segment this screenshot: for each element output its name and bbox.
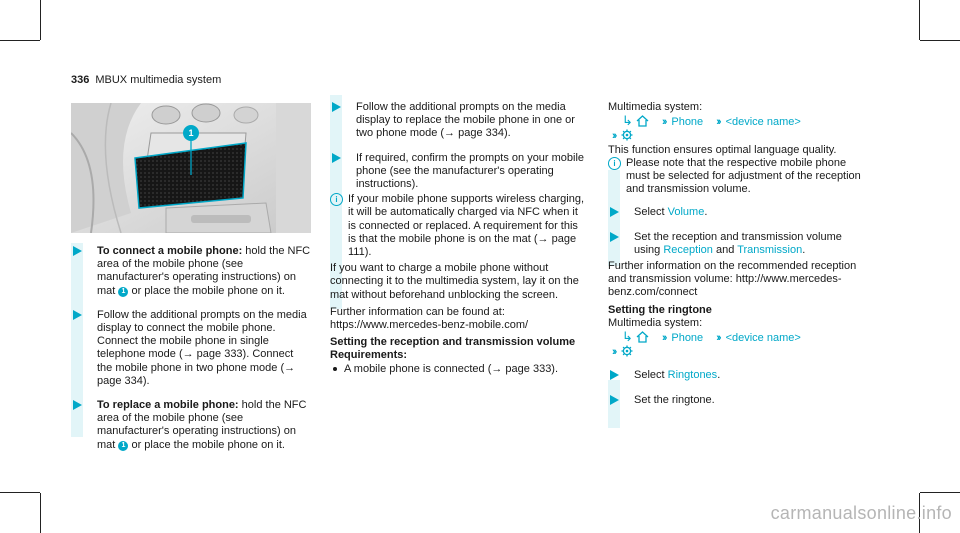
instruction-step	[330, 101, 588, 141]
section-heading: Setting the reception and transmission volume	[330, 336, 576, 349]
step-text: Set the reception and transmission volume using	[634, 230, 842, 256]
chevron-icon: ››	[612, 346, 616, 359]
step-text: hold the NFC area of the mobile phone (see manufacturer's operating instructions) on mat	[97, 245, 311, 297]
page-header	[71, 74, 221, 86]
menu-ringtones: Ringtones	[667, 369, 718, 382]
corner-arrow-icon: ↳	[622, 113, 633, 129]
menu-reception: Reception	[663, 243, 713, 256]
requirement-item: A mobile phone is connected (→ page 333).	[330, 363, 588, 376]
crop-mark	[0, 492, 40, 493]
step-text: hold the NFC area of the mobile phone (see manufacturer's operating instructions) on mat	[97, 399, 307, 451]
step-arrow-icon	[73, 310, 82, 320]
step-text: If required, confirm the prompts on your mobile phone (see the manufacturer's operating instructions).	[356, 151, 585, 191]
step-arrow-icon	[73, 400, 82, 410]
info-icon: i	[330, 193, 343, 206]
menu-device-name: <device name>	[725, 332, 801, 345]
step-arrow-icon	[332, 153, 341, 163]
step-arrow-icon	[610, 370, 619, 380]
menu-volume: Volume	[667, 206, 705, 219]
step-bold-text: To connect a mobile phone:	[97, 245, 243, 257]
info-icon: i	[608, 157, 621, 170]
step-text: or place the mobile phone on it.	[128, 438, 285, 451]
page-title: MBUX multimedia system	[95, 74, 222, 86]
menu-phone: Phone	[671, 116, 704, 129]
info-note	[330, 193, 588, 259]
step-text: Select	[634, 206, 668, 219]
instruction-step	[71, 399, 311, 452]
step-text: .	[717, 369, 721, 382]
requirements-label: Requirements:	[330, 349, 408, 362]
crop-mark	[920, 40, 960, 41]
menu-path	[608, 129, 868, 143]
step-text: Set the ringtone.	[634, 393, 715, 406]
chevron-icon: ››	[716, 116, 720, 129]
instruction-step	[330, 152, 588, 192]
home-icon	[636, 331, 649, 343]
chevron-icon: ››	[662, 116, 666, 129]
chevron-icon: ››	[612, 130, 616, 143]
center-console-photo	[71, 103, 311, 233]
crop-mark	[0, 40, 40, 41]
instruction-step	[71, 245, 311, 298]
instruction-step	[608, 231, 868, 257]
left-column	[71, 245, 311, 463]
gear-icon	[621, 345, 633, 357]
paragraph: Multimedia system:	[608, 101, 703, 113]
step-bold-text: To replace a mobile phone:	[97, 399, 239, 412]
step-text: .	[704, 206, 708, 219]
crop-mark	[40, 493, 41, 533]
step-text: .	[802, 243, 806, 256]
instruction-step	[608, 206, 868, 219]
step-arrow-icon	[610, 395, 619, 405]
chevron-icon: ››	[662, 332, 666, 345]
menu-path	[608, 345, 868, 359]
step-arrow-icon	[610, 207, 619, 217]
instruction-step	[608, 369, 868, 382]
paragraph: Multimedia system:	[608, 316, 703, 329]
corner-arrow-icon: ↳	[622, 329, 633, 345]
menu-transmission: Transmission	[737, 243, 803, 256]
paragraph: Further information can be found at: https://www.mercedes-benz-mobile.com/	[330, 305, 529, 332]
paragraph: Further information on the recommended reception and transmission volume: http://www.mercedes-benz.com/connect	[608, 260, 857, 299]
step-arrow-icon	[73, 246, 82, 256]
menu-path	[608, 114, 868, 129]
figure-callout-number: 1	[188, 128, 194, 138]
crop-mark	[920, 492, 960, 493]
step-text: and	[712, 243, 738, 256]
menu-device-name: <device name>	[725, 116, 801, 129]
callout-number-icon: 1	[118, 441, 128, 451]
watermark: carmanualsonline.info	[770, 503, 952, 523]
instruction-step	[71, 309, 311, 388]
menu-path	[608, 330, 868, 345]
menu-phone: Phone	[671, 332, 704, 345]
note-text: Please note that the respective mobile phone must be selected for adjustment of the reception and transmission volume.	[626, 156, 861, 196]
middle-column	[330, 101, 588, 376]
paragraph: This function ensures optimal language quality.	[608, 143, 837, 156]
crop-mark	[919, 0, 920, 40]
step-text: Follow the additional prompts on the media display to replace the mobile phone in one or two phone mode (→ page 334).	[356, 101, 575, 140]
paragraph: If you want to charge a mobile phone without connecting it to the multimedia system, lay it on the mat without beforehand unblocking the screen.	[330, 262, 579, 301]
info-note	[608, 157, 868, 197]
gear-icon	[621, 129, 633, 141]
home-icon	[636, 115, 649, 127]
instruction-step	[608, 394, 868, 407]
note-text: If your mobile phone supports wireless charging, it will be automatically charged via NFC when it is connected or replaced. A requirement for this is that the mobile phone is on the mat (→ page 111).	[348, 193, 585, 259]
step-text: Follow the additional prompts on the media display to connect the mobile phone. Connect the mobile phone in single telephone mode (→ page 333). Connect the mobile phone in two phone mode (→ page 334).	[97, 308, 307, 387]
step-text: Select	[634, 369, 668, 382]
step-arrow-icon	[610, 232, 619, 242]
step-arrow-icon	[332, 102, 341, 112]
console-illustration	[71, 103, 311, 233]
callout-number-icon: 1	[118, 287, 128, 297]
chevron-icon: ››	[716, 332, 720, 345]
section-heading: Setting the ringtone	[608, 303, 712, 316]
right-column	[608, 101, 868, 418]
crop-mark	[40, 0, 41, 40]
step-text: or place the mobile phone on it.	[128, 284, 285, 297]
page-number: 336	[71, 74, 90, 86]
